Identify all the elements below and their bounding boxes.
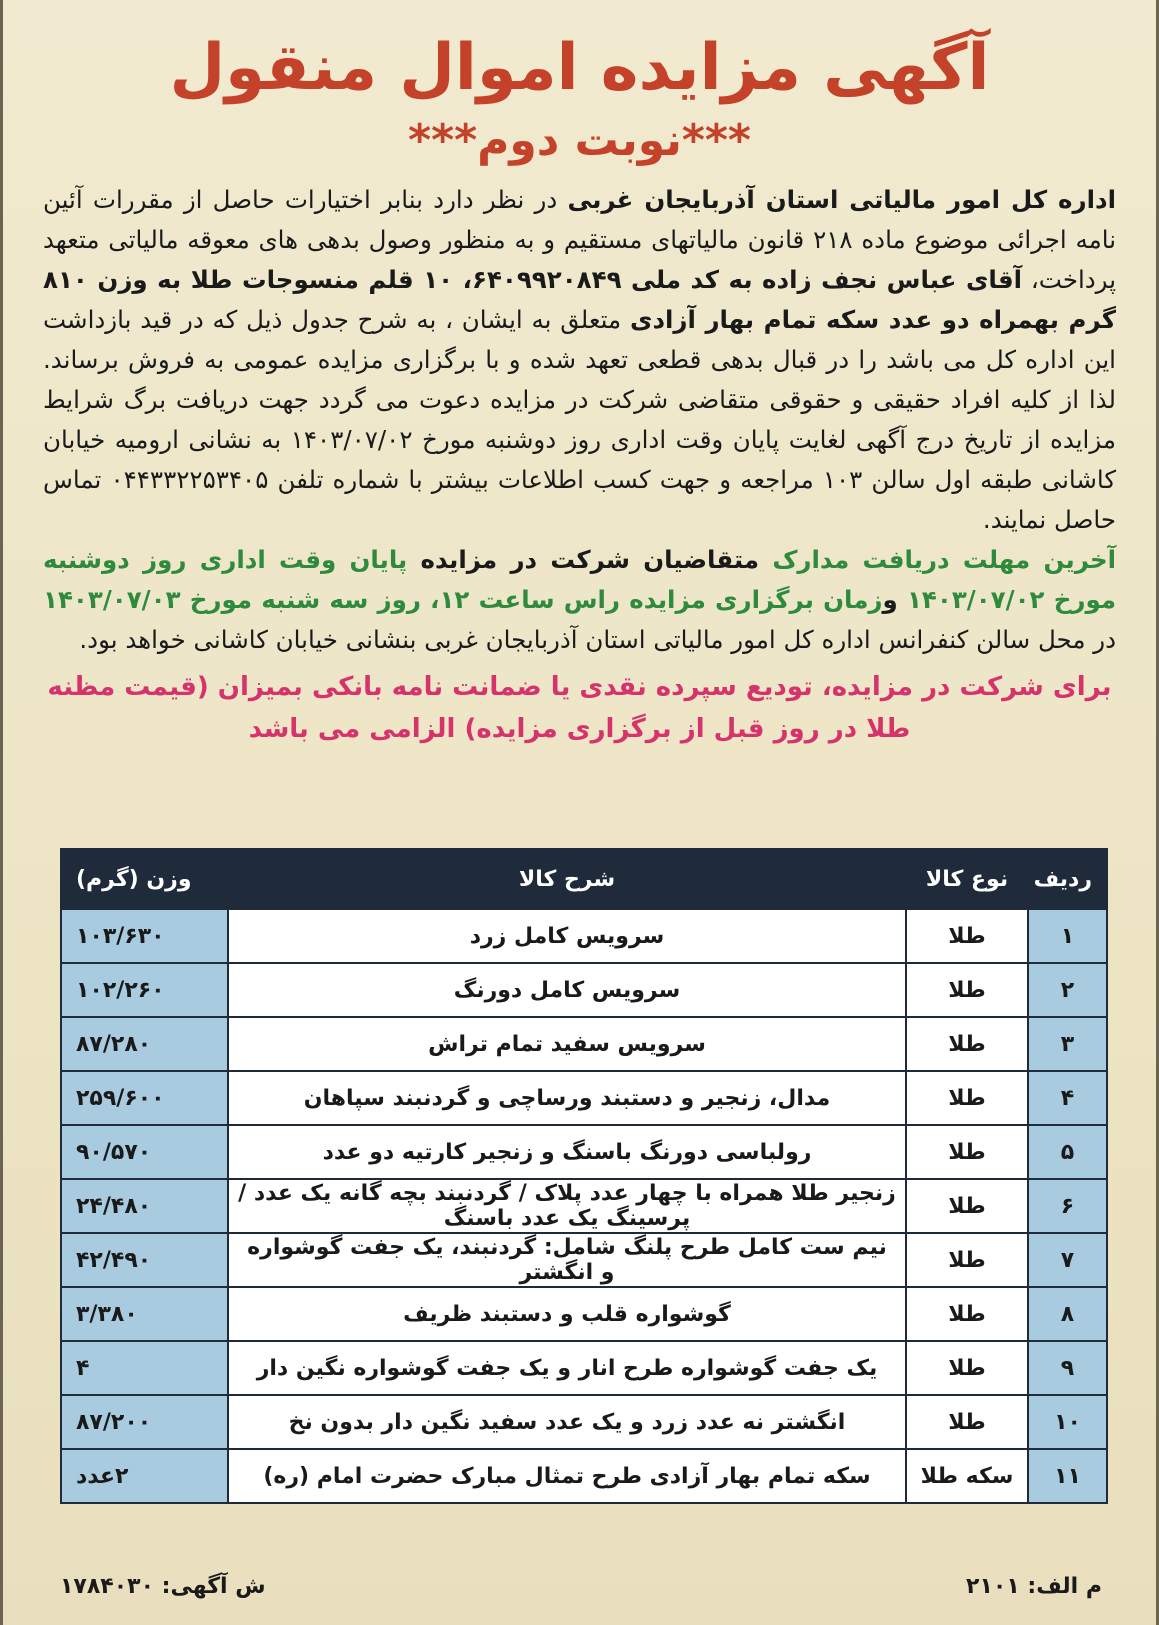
conjunction-text: و (882, 585, 907, 614)
cell-item-type: طلا (906, 1071, 1028, 1125)
header-weight: وزن (گرم) (61, 849, 228, 909)
table-row (61, 1017, 1107, 1071)
cell-row-number: ۳ (1028, 1017, 1107, 1071)
notice-footer (60, 1574, 1102, 1599)
cell-row-number: ۹ (1028, 1341, 1107, 1395)
cell-weight: ۴۲/۴۹۰ (61, 1233, 228, 1287)
debtor-details: آقای عباس نجف زاده به کد ملی ۶۴۰۹۹۲۰۸۴۹، ۱۰ قلم منسوجات طلا به وزن ۸۱۰ گرم بهمراه دو عدد سکه تمام بهار آزادی (43, 265, 1116, 334)
cell-item-description: گوشواره قلب و دستبند ظریف (228, 1287, 906, 1341)
table-header-row (61, 849, 1107, 909)
paragraph-text-2: متعلق به ایشان ، به شرح جدول ذیل که در قید بازداشت این اداره کل می باشد را در قبال بدهی قطعی تعهد شده و با برگزاری مزایده عمومی به فروش برساند. لذا از کلیه افراد حقیقی و حقوقی متقاضی شرکت در مزایده دعوت می گردد جهت دریافت برگ شرایط مزایده از تاریخ درج آگهی لغایت پایان وقت اداری روز دوشنبه مورخ ۱۴۰۳/۰۷/۰۲ به نشانی ارومیه خیابان کاشانی طبقه اول سالن ۱۰۳ مراجعه و جهت کسب اطلاعات بیشتر با شماره تلفن ۰۴۴۳۳۲۲۵۳۴۰۵ تماس حاصل نمایند. (43, 305, 1117, 534)
cell-weight: ۲۴/۴۸۰ (61, 1179, 228, 1233)
paragraph-main (43, 180, 1116, 540)
cell-item-type: طلا (906, 1287, 1028, 1341)
cell-item-description: سرویس سفید تمام تراش (228, 1017, 906, 1071)
cell-item-type: طلا (906, 1233, 1028, 1287)
cell-row-number: ۸ (1028, 1287, 1107, 1341)
table-row (61, 1125, 1107, 1179)
table-row (61, 1071, 1107, 1125)
cell-weight: ۸۷/۲۸۰ (61, 1017, 228, 1071)
paragraph-text-1: در نظر دارد بنابر اختیارات حاصل از مقررات آئین نامه اجرائی موضوع ماده ۲۱۸ قانون مالیاتهای مستقیم و به منظور وصول بدهی های معوقه مالیاتی متعهد پرداخت، (43, 185, 1117, 294)
table-row (61, 963, 1107, 1017)
header-item-type: نوع کالا (906, 849, 1028, 909)
cell-item-description: رولباسی دورنگ باسنگ و زنجیر کارتیه دو عدد (228, 1125, 906, 1179)
applicants-text: متقاضیان شرکت در مزایده (407, 545, 773, 574)
cell-weight: ۲عدد (61, 1449, 228, 1503)
table-row (61, 1179, 1107, 1233)
cell-weight: ۴ (61, 1341, 228, 1395)
notice-body (43, 180, 1116, 660)
cell-item-type: طلا (906, 1341, 1028, 1395)
notice-subtitle: ***نوبت دوم*** (408, 115, 751, 166)
cell-item-description: یک جفت گوشواره طرح انار و یک جفت گوشواره نگین دار (228, 1341, 906, 1395)
cell-row-number: ۵ (1028, 1125, 1107, 1179)
auction-time: زمان برگزاری مزایده راس ساعت ۱۲، روز سه شنبه مورخ ۱۴۰۳/۰۷/۰۳ (43, 585, 883, 614)
cell-item-type: طلا (906, 1017, 1028, 1071)
ad-number: ش آگهی: ۱۷۸۴۰۳۰ (60, 1574, 266, 1599)
table-row (61, 1395, 1107, 1449)
cell-item-description: سرویس کامل زرد (228, 909, 906, 963)
cell-item-description: سکه تمام بهار آزادی طرح تمثال مبارک حضرت امام (ره) (228, 1449, 906, 1503)
cell-row-number: ۶ (1028, 1179, 1107, 1233)
header-item-description: شرح کالا (228, 849, 906, 909)
cell-weight: ۳/۳۸۰ (61, 1287, 228, 1341)
cell-item-description: مدال، زنجیر و دستبند ورساچی و گردنبند سپاهان (228, 1071, 906, 1125)
cell-row-number: ۷ (1028, 1233, 1107, 1287)
cell-item-description: سرویس کامل دورنگ (228, 963, 906, 1017)
cell-weight: ۱۰۲/۲۶۰ (61, 963, 228, 1017)
cell-row-number: ۱۰ (1028, 1395, 1107, 1449)
ref-code: م الف: ۲۱۰۱ (966, 1574, 1102, 1599)
paragraph-dates (43, 540, 1116, 660)
cell-item-type: طلا (906, 1179, 1028, 1233)
cell-weight: ۱۰۳/۶۳۰ (61, 909, 228, 963)
items-table (60, 848, 1108, 1504)
cell-item-type: طلا (906, 963, 1028, 1017)
cell-item-description: انگشتر نه عدد زرد و یک عدد سفید نگین دار بدون نخ (228, 1395, 906, 1449)
cell-row-number: ۱ (1028, 909, 1107, 963)
cell-row-number: ۴ (1028, 1071, 1107, 1125)
office-name: اداره کل امور مالیاتی استان آذربایجان غربی (567, 185, 1116, 214)
table-row (61, 1449, 1107, 1503)
cell-weight: ۹۰/۵۷۰ (61, 1125, 228, 1179)
table-row (61, 1287, 1107, 1341)
deadline-label: آخرین مهلت دریافت مدارک (772, 545, 1117, 574)
cell-item-description: نیم ست کامل طرح پلنگ شامل: گردنبند، یک جفت گوشواره و انگشتر (228, 1233, 906, 1287)
deadline-date: پایان وقت اداری روز دوشنبه مورخ ۱۴۰۳/۰۷/۰۲ (43, 545, 1116, 614)
auction-location: در محل سالن کنفرانس اداره کل امور مالیاتی استان آذربایجان غربی بنشانی خیابان کاشانی خواهد بود. (79, 625, 1116, 654)
cell-weight: ۸۷/۲۰۰ (61, 1395, 228, 1449)
table-row (61, 909, 1107, 963)
deposit-notice: برای شرکت در مزایده، تودیع سپرده نقدی یا ضمانت نامه بانکی بمیزان (قیمت مظنه طلا در روز قبل از برگزاری مزایده) الزامی می باشد (47, 672, 1112, 744)
cell-item-type: سکه طلا (906, 1449, 1028, 1503)
table-row (61, 1341, 1107, 1395)
table-row (61, 1233, 1107, 1287)
cell-row-number: ۱۱ (1028, 1449, 1107, 1503)
cell-item-type: طلا (906, 1395, 1028, 1449)
cell-item-type: طلا (906, 909, 1028, 963)
notice-title: آگهی مزایده اموال منقول (169, 31, 990, 105)
cell-row-number: ۲ (1028, 963, 1107, 1017)
cell-item-type: طلا (906, 1125, 1028, 1179)
cell-item-description: زنجیر طلا همراه با چهار عدد پلاک / گردنبند بچه گانه یک عدد / پرسینگ یک عدد باسنگ (228, 1179, 906, 1233)
header-row-number: ردیف (1028, 849, 1107, 909)
cell-weight: ۲۵۹/۶۰۰ (61, 1071, 228, 1125)
